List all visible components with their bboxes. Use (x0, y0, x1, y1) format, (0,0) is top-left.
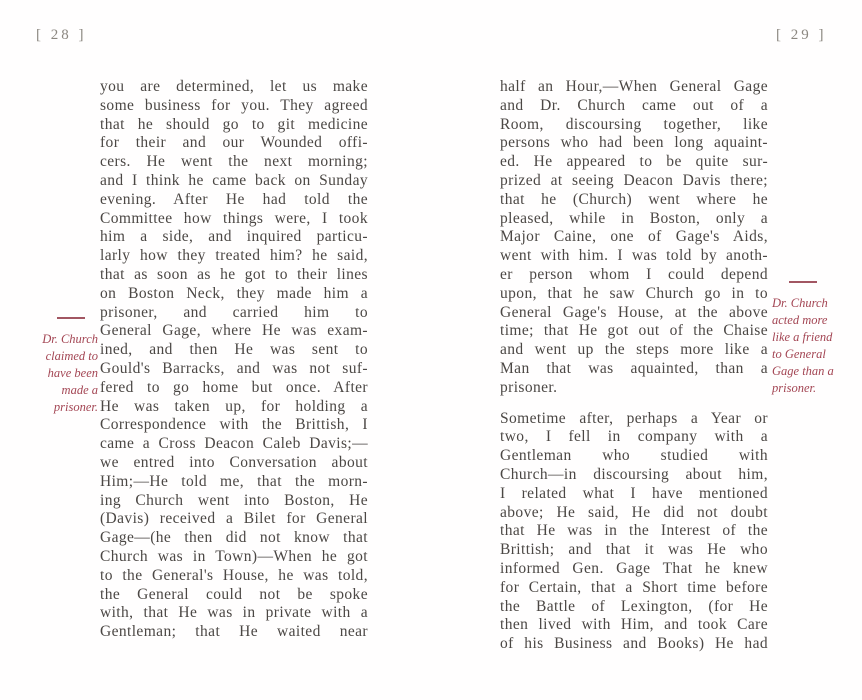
margin-note-line: have been (47, 366, 98, 380)
text-column-right (500, 78, 768, 654)
text-line: and Dr. Church came out of a (500, 96, 768, 114)
text-line: I related what I have mentioned (500, 484, 768, 502)
text-line: ing Church went into Boston, He (100, 491, 368, 509)
text-line: fered to go home but once. After (100, 378, 368, 396)
margin-note-line: to General (772, 347, 826, 361)
text-line: prisoner. (500, 378, 558, 396)
text-line: er person whom I could depend (500, 265, 768, 283)
margin-note-line: made a (61, 383, 98, 397)
text-line: with, that He was in private with a (100, 604, 368, 622)
text-line: Major Caine, one of Gage's Aids, (500, 228, 768, 246)
text-line: to the General's House, he was told, (100, 566, 368, 584)
text-line: larly how they treated him? he said, (100, 247, 368, 265)
text-line: him a side, and inquired particu- (100, 228, 368, 246)
text-line: persons who had been long aquaint- (500, 134, 768, 152)
text-line: half an Hour,—When General Gage (500, 78, 768, 95)
text-line: evening. After He had told the (100, 190, 368, 208)
text-line: Correspondence with the Brittish, I (100, 416, 368, 434)
margin-note-rule-left (57, 317, 85, 319)
margin-note-line: Dr. Church (772, 296, 828, 310)
text-line: General Gage's House, at the above (500, 303, 768, 321)
text-line: ed. He appeared to be quite sur- (500, 153, 768, 171)
margin-note-line: claimed to (45, 349, 98, 363)
text-line: the General could not be spoke (100, 585, 368, 603)
text-line: some business for you. They agreed (100, 96, 368, 114)
text-line: Gentleman; that He waited near (100, 623, 368, 641)
text-line: two, I fell in company with a (500, 428, 768, 446)
text-line: prisoner, and carried him to (100, 303, 368, 321)
text-line: ined, and then He was sent to (100, 341, 368, 359)
text-column-left (100, 78, 368, 642)
text-line: we entred into Conversation about (100, 453, 368, 471)
margin-note-text-right (772, 295, 858, 397)
text-line: for Certain, that a Short time before (500, 578, 768, 596)
paragraph (100, 78, 368, 642)
text-line: and I think he came back on Sunday (100, 171, 368, 189)
text-line: you are determined, let us make (100, 78, 368, 95)
text-line: Sometime after, perhaps a Year or (500, 409, 768, 427)
text-line: that he should go to git medicine (100, 115, 368, 133)
paragraph (500, 410, 768, 654)
text-line: above; He said, He did not doubt (500, 503, 768, 521)
text-line: cers. He went the next morning; (100, 153, 368, 171)
text-line: Gage—(he then did not know that (100, 529, 368, 547)
text-line: that he (Church) went where he (500, 190, 768, 208)
text-line: Gentleman who studied with (500, 447, 768, 465)
text-line: upon, that he saw Church go in to (500, 284, 768, 302)
text-line: Brittish; and that it was He who (500, 541, 768, 559)
page-number-left: [ 28 ] (36, 27, 87, 43)
text-line: for their and our Wounded offi- (100, 134, 368, 152)
margin-note-line: prisoner. (772, 381, 817, 395)
text-line: Him;—He told me, that the morn- (100, 472, 368, 490)
text-line: the Battle of Lexington, (for He (500, 597, 768, 615)
page-number-right: [ 29 ] (776, 27, 827, 43)
text-line: General Gage, where He was exam- (100, 322, 368, 340)
text-line: Room, discoursing together, like (500, 115, 768, 133)
text-line: informed Gen. Gage That he knew (500, 559, 768, 577)
text-line: Gould's Barracks, and was not suf- (100, 359, 368, 377)
text-line: time; that He got out of the Chaise (500, 322, 768, 340)
margin-note-line: acted more (772, 313, 828, 327)
text-line: Man that was aquainted, than a (500, 359, 768, 377)
margin-note-text-left (28, 331, 98, 416)
text-line: that He was in the Interest of the (500, 522, 768, 540)
text-line: then lived with Him, and took Care (500, 616, 768, 634)
text-line: that as soon as he got to their lines (100, 265, 368, 283)
text-line: (Davis) received a Bilet for General (100, 510, 368, 528)
text-line: of his Business and Books) He had (500, 635, 768, 653)
text-line: He was taken up, for holding a (100, 397, 368, 415)
text-line: prized at seeing Deacon Davis there; (500, 171, 768, 189)
text-line: and went up the steps more like a (500, 341, 768, 359)
paragraph (500, 78, 768, 398)
margin-note-rule-right (789, 281, 817, 283)
margin-note-line: Dr. Church (42, 332, 98, 346)
text-line: went with him. I was told by anoth- (500, 247, 768, 265)
text-line: Church was in Town)—When he got (100, 547, 368, 565)
text-line: came a Cross Deacon Caleb Davis;— (100, 435, 368, 453)
text-line: pleased, while in Boston, only a (500, 209, 768, 227)
margin-note-left (28, 314, 98, 416)
text-line: Church—in discoursing about him, (500, 465, 768, 483)
margin-note-line: like a friend (772, 330, 833, 344)
text-line: Committee how things were, I took (100, 209, 368, 227)
margin-note-line: prisoner. (53, 400, 98, 414)
margin-note-line: Gage than a (772, 364, 834, 378)
margin-note-right (772, 278, 858, 397)
text-line: on Boston Neck, they made him a (100, 284, 368, 302)
